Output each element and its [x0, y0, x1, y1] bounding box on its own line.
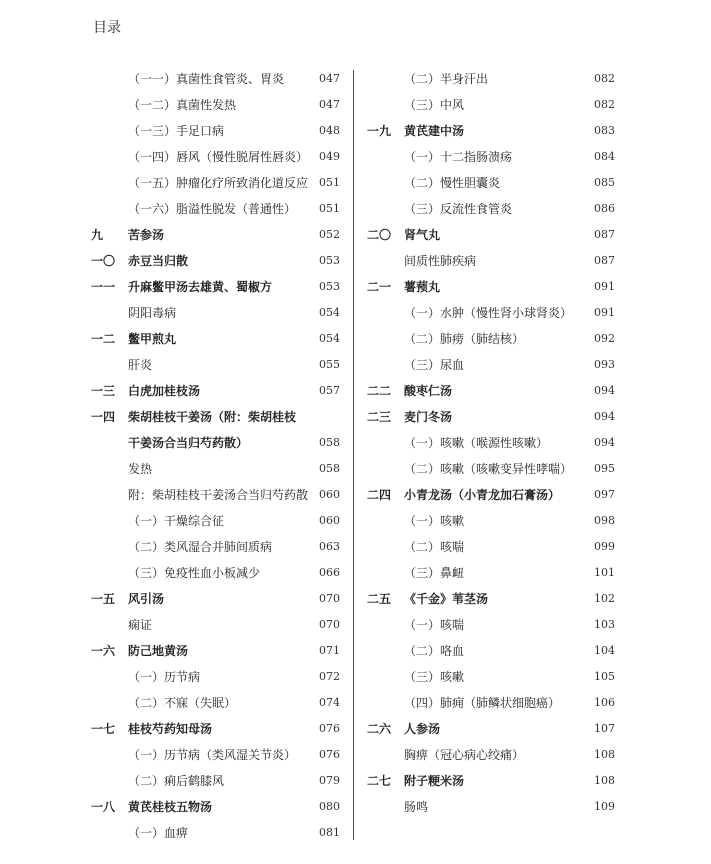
toc-entry-page: 080	[319, 800, 340, 813]
toc-entry-number: 二三	[367, 410, 392, 424]
toc-entry[interactable]	[364, 144, 619, 170]
toc-entry-page: 107	[594, 722, 615, 735]
toc-entry-page: 052	[319, 228, 340, 241]
toc-entry[interactable]	[88, 144, 344, 170]
toc-entry-title: （四）肺痈（肺鳞状细胞癌）	[404, 696, 561, 710]
toc-entry-number: 一五	[91, 592, 116, 606]
toc-entry-title: （三）鼻衄	[404, 566, 465, 580]
toc-entry-title: （二）半身汗出	[404, 72, 489, 86]
toc-entry-page: 051	[319, 202, 340, 215]
toc-entry-title: 阴阳毒病	[128, 306, 177, 320]
toc-entry-title: 麦门冬汤	[404, 410, 453, 424]
toc-entry-title: 桂枝芍药知母汤	[128, 722, 213, 736]
toc-entry-title: 肝炎	[128, 358, 153, 372]
toc-entry-title: 薯蓣丸	[404, 280, 441, 294]
toc-entry[interactable]	[364, 768, 619, 794]
toc-entry-number: 二二	[367, 384, 392, 398]
toc-entry[interactable]	[364, 612, 619, 638]
toc-entry[interactable]	[364, 404, 619, 430]
toc-entry-number: 一七	[91, 722, 116, 736]
toc-entry[interactable]	[364, 196, 619, 222]
toc-entry[interactable]	[364, 794, 619, 820]
toc-entry-title: 肠鸣	[404, 800, 429, 814]
toc-entry-page: 099	[594, 540, 615, 553]
toc-entry-page: 102	[594, 592, 615, 605]
toc-entry-page: 094	[594, 436, 615, 449]
toc-entry[interactable]	[364, 352, 619, 378]
toc-entry-page: 047	[319, 98, 340, 111]
toc-entry-title: （一）咳喘	[404, 618, 465, 632]
toc-entry[interactable]	[364, 664, 619, 690]
toc-entry-page: 076	[319, 722, 340, 735]
toc-entry[interactable]	[364, 92, 619, 118]
toc-entry-page: 054	[319, 332, 340, 345]
toc-entry-title: 间质性肺疾病	[404, 254, 477, 268]
toc-entry[interactable]	[88, 430, 344, 456]
toc-entry-title: （二）不寐（失眠）	[128, 696, 237, 710]
toc-entry-title: （一六）脂溢性脱发（普通性）	[128, 202, 297, 216]
toc-entry[interactable]	[88, 196, 344, 222]
toc-entry[interactable]	[364, 248, 619, 274]
toc-entry-title: （三）尿血	[404, 358, 465, 372]
toc-entry-page: 070	[319, 618, 340, 631]
toc-entry[interactable]	[88, 482, 344, 508]
toc-entry-page: 060	[319, 488, 340, 501]
toc-entry-title: （一一）真菌性食管炎、胃炎	[128, 72, 285, 86]
toc-entry-title: 柴胡桂枝干姜汤（附：柴胡桂枝	[128, 410, 297, 424]
toc-entry-page: 093	[594, 358, 615, 371]
toc-entry-title: 发热	[128, 462, 153, 476]
toc-entry-page: 106	[594, 696, 615, 709]
toc-entry-number: 二〇	[367, 228, 392, 242]
toc-entry[interactable]	[88, 274, 344, 300]
toc-entry-title: （一二）真菌性发热	[128, 98, 237, 112]
toc-entry[interactable]	[88, 742, 344, 768]
toc-entry-title: （一）十二指肠溃疡	[404, 150, 513, 164]
toc-entry-page: 081	[319, 826, 340, 839]
toc-entry[interactable]	[364, 66, 619, 92]
toc-entry-title: （一）历节病（类风湿关节炎）	[128, 748, 297, 762]
toc-entry-page: 053	[319, 254, 340, 267]
toc-entry-title: 肾气丸	[404, 228, 441, 242]
toc-entry[interactable]	[364, 690, 619, 716]
toc-entry-page: 055	[319, 358, 340, 371]
toc-entry[interactable]	[88, 378, 344, 404]
toc-entry-number: 一一	[91, 280, 116, 294]
toc-entry-page: 049	[319, 150, 340, 163]
toc-entry-title: 赤豆当归散	[128, 254, 189, 268]
toc-entry-title: （一五）肿瘤化疗所致消化道反应	[128, 176, 309, 190]
toc-entry-number: 二五	[367, 592, 392, 606]
toc-entry[interactable]	[88, 638, 344, 664]
toc-entry[interactable]	[88, 66, 344, 92]
toc-entry[interactable]	[88, 690, 344, 716]
toc-entry-number: 二七	[367, 774, 392, 788]
toc-entry[interactable]	[88, 534, 344, 560]
toc-entry-page: 097	[594, 488, 615, 501]
toc-entry-title: 黄芪桂枝五物汤	[128, 800, 213, 814]
toc-entry-title: （一四）唇风（慢性脱屑性唇炎）	[128, 150, 309, 164]
toc-entry-page: 076	[319, 748, 340, 761]
toc-entry[interactable]	[88, 586, 344, 612]
toc-entry-title: 人参汤	[404, 722, 441, 736]
toc-entry-title: 苦参汤	[128, 228, 165, 242]
toc-entry[interactable]	[88, 560, 344, 586]
toc-entry-page: 104	[594, 644, 615, 657]
toc-entry-page: 058	[319, 436, 340, 449]
toc-column-right	[364, 66, 619, 820]
toc-entry-number: 二一	[367, 280, 392, 294]
toc-entry[interactable]	[364, 560, 619, 586]
toc-entry-page: 105	[594, 670, 615, 683]
toc-entry-title: （二）类风湿合并肺间质病	[128, 540, 273, 554]
toc-entry-number: 一二	[91, 332, 116, 346]
toc-entry[interactable]	[364, 534, 619, 560]
toc-entry-title: 白虎加桂枝汤	[128, 384, 201, 398]
toc-entry[interactable]	[88, 248, 344, 274]
toc-entry-title: （一）干燥综合征	[128, 514, 225, 528]
toc-entry[interactable]	[88, 508, 344, 534]
toc-entry-page: 058	[319, 462, 340, 475]
toc-column-left	[88, 66, 344, 846]
toc-entry-title: （三）中风	[404, 98, 465, 112]
toc-entry-title: 酸枣仁汤	[404, 384, 453, 398]
toc-entry[interactable]	[364, 742, 619, 768]
toc-entry[interactable]	[88, 794, 344, 820]
toc-entry-title: （一三）手足口病	[128, 124, 225, 138]
toc-entry[interactable]	[364, 300, 619, 326]
toc-entry[interactable]	[364, 170, 619, 196]
toc-entry-title: （三）反流性食管炎	[404, 202, 513, 216]
toc-entry-page: 085	[594, 176, 615, 189]
toc-entry-page: 101	[594, 566, 615, 579]
toc-entry-title: 附子粳米汤	[404, 774, 465, 788]
toc-entry[interactable]	[88, 170, 344, 196]
toc-entry-page: 082	[594, 98, 615, 111]
toc-entry[interactable]	[364, 118, 619, 144]
toc-entry-title: （三）免疫性血小板减少	[128, 566, 261, 580]
toc-entry-page: 084	[594, 150, 615, 163]
toc-entry[interactable]	[364, 482, 619, 508]
toc-entry-title: 附：柴胡桂枝干姜汤合当归芍药散	[128, 488, 309, 502]
toc-entry[interactable]	[364, 586, 619, 612]
toc-entry-page: 092	[594, 332, 615, 345]
toc-entry[interactable]	[88, 768, 344, 794]
toc-entry-page: 053	[319, 280, 340, 293]
toc-entry[interactable]	[364, 326, 619, 352]
toc-entry-title: 胸痹（冠心病心绞痛）	[404, 748, 525, 762]
toc-entry-page: 098	[594, 514, 615, 527]
toc-entry[interactable]	[364, 716, 619, 742]
page-title: 目录	[93, 20, 121, 36]
toc-entry-page: 094	[594, 410, 615, 423]
toc-entry-page: 108	[594, 774, 615, 787]
toc-entry-title: 升麻鳖甲汤去雄黄、蜀椒方	[128, 280, 273, 294]
toc-entry-title: （二）肺痨（肺结核）	[404, 332, 525, 346]
toc-entry-page: 091	[594, 280, 615, 293]
toc-entry-page: 086	[594, 202, 615, 215]
toc-entry-title: 《千金》苇茎汤	[404, 592, 489, 606]
toc-entry-title: （二）咳嗽（咳嗽变异性哮喘）	[404, 462, 573, 476]
toc-entry-page: 066	[319, 566, 340, 579]
toc-entry-title: （一）咳嗽（喉源性咳嗽）	[404, 436, 549, 450]
toc-entry-page: 091	[594, 306, 615, 319]
toc-entry[interactable]	[364, 378, 619, 404]
toc-entry-page: 072	[319, 670, 340, 683]
toc-entry-page: 087	[594, 228, 615, 241]
toc-entry[interactable]	[364, 274, 619, 300]
toc-entry-title: （一）历节病	[128, 670, 201, 684]
toc-entry-title: 干姜汤合当归芍药散）	[128, 436, 249, 450]
toc-entry-page: 054	[319, 306, 340, 319]
toc-entry-page: 051	[319, 176, 340, 189]
toc-entry-title: 鳖甲煎丸	[128, 332, 177, 346]
toc-entry-page: 094	[594, 384, 615, 397]
toc-entry-title: 风引汤	[128, 592, 165, 606]
toc-entry-number: 九	[91, 228, 104, 242]
toc-entry-page: 108	[594, 748, 615, 761]
toc-entry[interactable]	[88, 352, 344, 378]
toc-entry-page: 048	[319, 124, 340, 137]
toc-entry-title: （一）水肿（慢性肾小球肾炎）	[404, 306, 573, 320]
column-divider	[353, 70, 354, 840]
toc-entry-number: 一三	[91, 384, 116, 398]
toc-entry[interactable]	[88, 612, 344, 638]
toc-entry-title: （三）咳嗽	[404, 670, 465, 684]
toc-entry-page: 071	[319, 644, 340, 657]
toc-entry[interactable]	[88, 222, 344, 248]
toc-entry-title: （二）痢后鹤膝风	[128, 774, 225, 788]
toc-entry-number: 二六	[367, 722, 392, 736]
toc-entry-title: 小青龙汤（小青龙加石膏汤）	[404, 488, 561, 502]
toc-entry-title: 黄芪建中汤	[404, 124, 465, 138]
toc-entry-number: 二四	[367, 488, 392, 502]
toc-entry-number: 一四	[91, 410, 116, 424]
toc-entry-page: 063	[319, 540, 340, 553]
toc-entry[interactable]	[88, 118, 344, 144]
toc-entry[interactable]	[88, 404, 344, 430]
toc-entry-page: 083	[594, 124, 615, 137]
toc-entry[interactable]	[88, 664, 344, 690]
toc-entry[interactable]	[88, 716, 344, 742]
toc-entry-title: （二）咯血	[404, 644, 465, 658]
toc-entry[interactable]	[88, 456, 344, 482]
toc-entry-page: 095	[594, 462, 615, 475]
toc-entry-number: 一〇	[91, 254, 116, 268]
toc-entry[interactable]	[88, 820, 344, 846]
toc-entry-page: 070	[319, 592, 340, 605]
toc-entry[interactable]	[364, 638, 619, 664]
toc-entry[interactable]	[364, 430, 619, 456]
toc-entry[interactable]	[364, 456, 619, 482]
toc-entry-page: 079	[319, 774, 340, 787]
toc-entry-page: 082	[594, 72, 615, 85]
toc-entry-title: （一）咳嗽	[404, 514, 465, 528]
toc-entry-number: 一八	[91, 800, 116, 814]
toc-entry-page: 057	[319, 384, 340, 397]
toc-entry-title: （一）血痹	[128, 826, 189, 840]
toc-entry-title: （二）慢性胆囊炎	[404, 176, 501, 190]
toc-entry-page: 074	[319, 696, 340, 709]
toc-entry-title: 痫证	[128, 618, 153, 632]
toc-entry[interactable]	[88, 326, 344, 352]
toc-entry[interactable]	[88, 92, 344, 118]
toc-entry[interactable]	[364, 222, 619, 248]
toc-entry-page: 109	[594, 800, 615, 813]
toc-entry-title: （二）咳喘	[404, 540, 465, 554]
toc-entry[interactable]	[364, 508, 619, 534]
toc-entry-title: 防己地黄汤	[128, 644, 189, 658]
toc-entry[interactable]	[88, 300, 344, 326]
toc-entry-number: 一九	[367, 124, 392, 138]
toc-entry-page: 047	[319, 72, 340, 85]
toc-entry-page: 060	[319, 514, 340, 527]
toc-entry-page: 087	[594, 254, 615, 267]
toc-entry-number: 一六	[91, 644, 116, 658]
toc-entry-page: 103	[594, 618, 615, 631]
